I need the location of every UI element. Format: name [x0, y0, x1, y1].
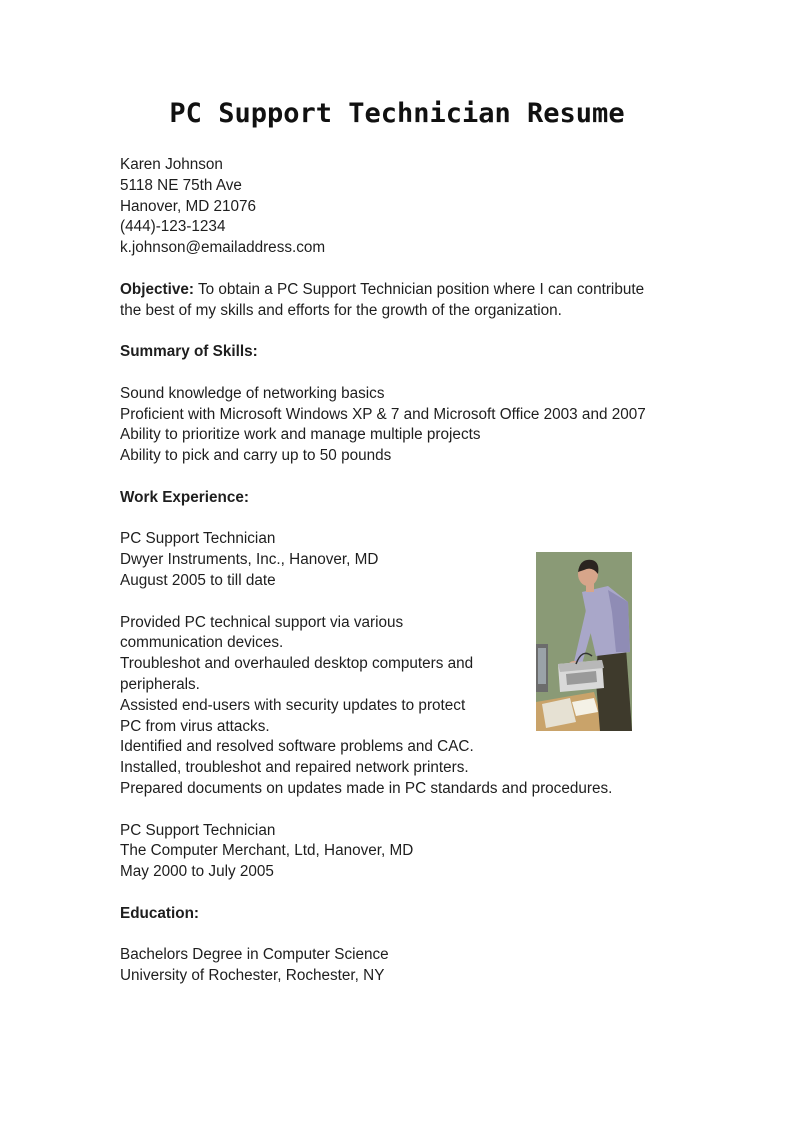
- education-school: University of Rochester, Rochester, NY: [120, 967, 385, 985]
- objective-line-1: [120, 280, 700, 301]
- job-1-company: Dwyer Instruments, Inc., Hanover, MD: [120, 551, 379, 569]
- education-heading: Education:: [120, 904, 200, 922]
- job-2-dates: May 2000 to July 2005: [120, 863, 274, 881]
- job-1-duty: Assisted end-users with security updates to protect: [120, 696, 466, 714]
- job-2-company: The Computer Merchant, Ltd, Hanover, MD: [120, 842, 414, 860]
- skills-heading: Summary of Skills:: [120, 343, 258, 361]
- job-1-duty: Installed, troubleshot and repaired network printers.: [120, 759, 469, 777]
- skill-item: Proficient with Microsoft Windows XP & 7 and Microsoft Office 2003 and 2007: [120, 405, 646, 423]
- contact-address-line-2: Hanover, MD 21076: [120, 197, 257, 215]
- contact-address-line-1: 5118 NE 75th Ave: [120, 176, 242, 194]
- job-1-duty: Troubleshot and overhauled desktop computers and: [120, 655, 474, 673]
- objective-text-1: To obtain a PC Support Technician position where I can contribute: [193, 280, 645, 298]
- objective-label: Objective:: [120, 280, 194, 298]
- experience-heading: Work Experience:: [120, 488, 249, 506]
- contact-name: Karen Johnson: [120, 156, 223, 173]
- education-degree: Bachelors Degree in Computer Science: [120, 946, 389, 964]
- job-1-duty: PC from virus attacks.: [120, 717, 270, 735]
- job-2-title: PC Support Technician: [120, 821, 276, 839]
- objective-line-2: the best of my skills and efforts for the growth of the organization.: [120, 301, 562, 319]
- skill-item: Sound knowledge of networking basics: [120, 384, 385, 402]
- job-1-duty: peripherals.: [120, 675, 200, 693]
- skill-item: Ability to prioritize work and manage multiple projects: [120, 426, 481, 444]
- contact-email: k.johnson@emailaddress.com: [120, 239, 326, 257]
- skill-item: Ability to pick and carry up to 50 pounds: [120, 447, 392, 465]
- job-1-duty: Provided PC technical support via various: [120, 613, 404, 631]
- job-1-duty: communication devices.: [120, 634, 284, 652]
- job-1-duty: Prepared documents on updates made in PC standards and procedures.: [120, 779, 613, 797]
- job-1-dates: August 2005 to till date: [120, 571, 276, 589]
- job-1-duty: Identified and resolved software problems and CAC.: [120, 738, 474, 756]
- contact-phone: (444)-123-1234: [120, 218, 226, 236]
- page-title: PC Support Technician Resume: [169, 98, 625, 129]
- job-1-title: PC Support Technician: [120, 530, 276, 548]
- technician-illustration: [536, 552, 632, 731]
